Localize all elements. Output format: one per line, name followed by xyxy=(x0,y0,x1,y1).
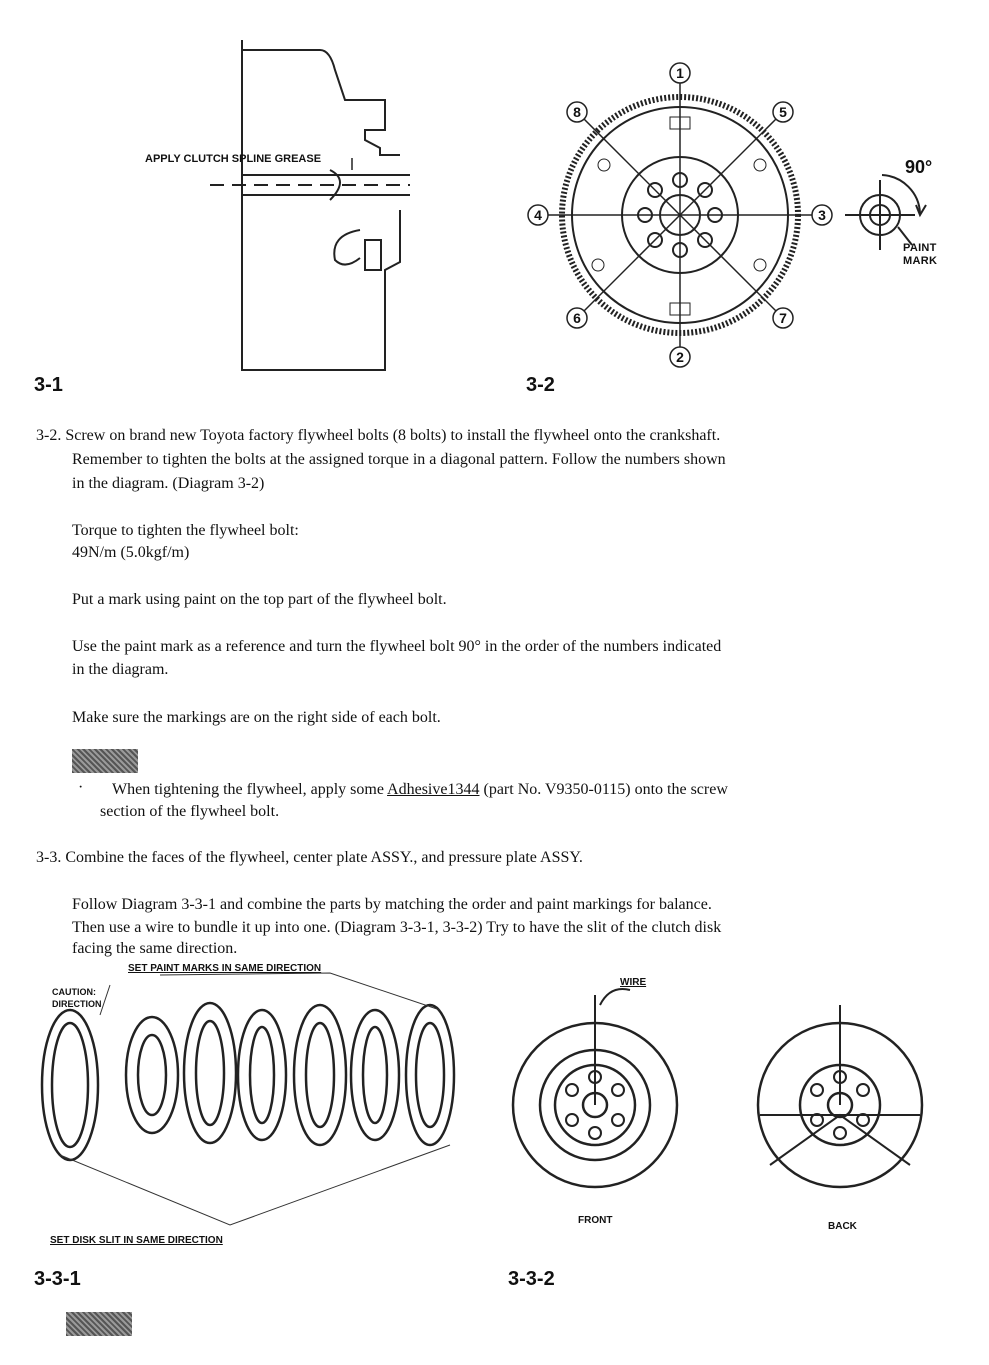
follow-line1: Follow Diagram 3-3-1 and combine the parts by matching the order and paint markings for balance. xyxy=(72,896,712,913)
bolt-number-1: 1 xyxy=(676,65,684,81)
figure-3-2-label: 3-2 xyxy=(526,374,555,396)
paint-marks-note: SET PAINT MARKS IN SAME DIRECTION xyxy=(128,963,322,974)
adhesive-link[interactable]: Adhesive1344 xyxy=(387,781,480,798)
figure-3-3-1-label: 3-3-1 xyxy=(34,1268,81,1290)
bolt-number-6: 6 xyxy=(573,310,581,326)
bolt-number-5: 5 xyxy=(779,104,787,120)
follow-line2: Then use a wire to bundle it up into one. (Diagram 3-3-1, 3-3-2) Try to have the slit of the clutch disk xyxy=(72,919,722,936)
bolt-number-8: 8 xyxy=(573,104,581,120)
bolt-number-3: 3 xyxy=(818,207,826,223)
angle-label: 90° xyxy=(905,157,933,177)
step-3-2-line1: 3-2. Screw on brand new Toyota factory flywheel bolts (8 bolts) to install the flywheel onto the crankshaft. xyxy=(36,427,721,444)
figure-3-3-2-label: 3-3-2 xyxy=(508,1268,555,1290)
notice-badge-bottom xyxy=(66,1312,132,1336)
disk-slit-note: SET DISK SLIT IN SAME DIRECTION xyxy=(50,1235,223,1246)
reference-line1: Use the paint mark as a reference and turn the flywheel bolt 90° in the order of the numbers indicated xyxy=(72,638,722,655)
grease-annotation: APPLY CLUTCH SPLINE GREASE xyxy=(145,153,322,165)
notice-badge xyxy=(72,749,138,773)
bolt-number-7: 7 xyxy=(779,310,787,326)
bolt-number-4: 4 xyxy=(534,207,542,223)
figure-3-2 xyxy=(520,55,960,385)
paint-instruction: Put a mark using paint on the top part of the flywheel bolt. xyxy=(72,591,447,608)
wire-label: WIRE xyxy=(620,977,647,988)
note-line1-pre: When tightening the flywheel, apply some xyxy=(112,781,388,798)
figure-3-1 xyxy=(30,30,430,400)
front-label: FRONT xyxy=(578,1215,613,1226)
note-line1 xyxy=(112,778,728,802)
torque-value: 49N/m (5.0kgf/m) xyxy=(72,544,190,561)
bolt-number-2: 2 xyxy=(676,349,684,365)
follow-line3: facing the same direction. xyxy=(72,940,238,957)
reference-line2: in the diagram. xyxy=(72,661,169,678)
figure-3-3-2 xyxy=(490,965,960,1245)
back-label: BACK xyxy=(828,1221,857,1232)
direction-note: DIRECTION xyxy=(52,999,102,1009)
caution-note: CAUTION: xyxy=(52,987,96,997)
note-line1-post: (part No. V9350-0115) onto the screw xyxy=(479,781,728,798)
right-side-instruction: Make sure the markings are on the right side of each bolt. xyxy=(72,709,441,726)
paint-mark-text: PAINT MARK xyxy=(903,242,938,267)
torque-label: Torque to tighten the flywheel bolt: xyxy=(72,522,299,539)
note-bullet: · xyxy=(78,779,84,796)
note-line2: section of the flywheel bolt. xyxy=(100,803,280,820)
step-3-3-line1: 3-3. Combine the faces of the flywheel, center plate ASSY., and pressure plate ASSY. xyxy=(36,849,583,866)
step-3-2-line3: in the diagram. (Diagram 3-2) xyxy=(72,475,265,492)
figure-3-3-1 xyxy=(30,955,470,1255)
step-3-2-line2: Remember to tighten the bolts at the assigned torque in a diagonal pattern. Follow the numbers shown xyxy=(72,451,726,468)
figure-3-1-label: 3-1 xyxy=(34,374,63,396)
